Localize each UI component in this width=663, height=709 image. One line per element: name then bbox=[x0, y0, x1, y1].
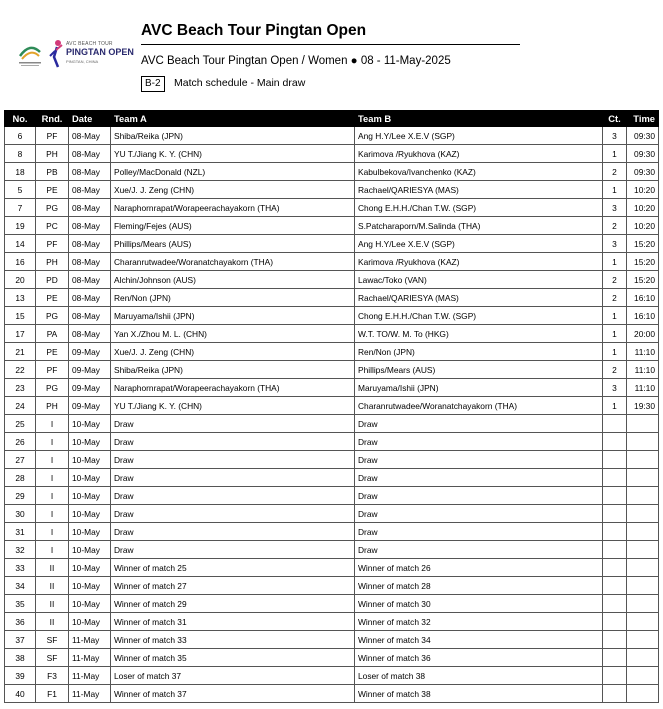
table-row bbox=[5, 361, 659, 379]
court-cell: 1 bbox=[603, 181, 627, 199]
team-a-cell: Winner of match 37 bbox=[111, 685, 355, 703]
team-a-cell: YU T./Jiang K. Y. (CHN) bbox=[111, 145, 355, 163]
court-cell bbox=[603, 631, 627, 649]
match-number-cell: 17 bbox=[5, 325, 36, 343]
match-number-cell: 37 bbox=[5, 631, 36, 649]
column-header-court: Ct. bbox=[603, 111, 627, 127]
match-number-cell: 5 bbox=[5, 181, 36, 199]
team-b-cell: Karimova /Ryukhova (KAZ) bbox=[355, 145, 603, 163]
team-b-cell: Winner of match 30 bbox=[355, 595, 603, 613]
table-row bbox=[5, 433, 659, 451]
round-cell: PF bbox=[36, 127, 69, 145]
match-date-cell: 08-May bbox=[69, 145, 111, 163]
match-time-cell: 19:30 bbox=[627, 397, 659, 415]
round-cell: PC bbox=[36, 217, 69, 235]
match-time-cell: 10:20 bbox=[627, 199, 659, 217]
team-b-cell: Draw bbox=[355, 523, 603, 541]
team-b-cell: Chong E.H.H./Chan T.W. (SGP) bbox=[355, 199, 603, 217]
title-divider bbox=[141, 44, 520, 45]
match-number-cell: 23 bbox=[5, 379, 36, 397]
table-row bbox=[5, 127, 659, 145]
match-date-cell: 10-May bbox=[69, 433, 111, 451]
match-date-cell: 10-May bbox=[69, 523, 111, 541]
table-row bbox=[5, 505, 659, 523]
round-cell: I bbox=[36, 541, 69, 559]
round-cell: SF bbox=[36, 649, 69, 667]
team-b-cell: Winner of match 34 bbox=[355, 631, 603, 649]
logo-location-text: PINGTAN, CHINA bbox=[66, 59, 99, 64]
court-cell bbox=[603, 685, 627, 703]
match-schedule-table bbox=[4, 110, 659, 703]
match-number-cell: 14 bbox=[5, 235, 36, 253]
table-row bbox=[5, 613, 659, 631]
round-cell: PA bbox=[36, 325, 69, 343]
match-date-cell: 08-May bbox=[69, 217, 111, 235]
event-logo bbox=[14, 38, 132, 70]
round-cell: I bbox=[36, 415, 69, 433]
team-a-cell: Draw bbox=[111, 469, 355, 487]
match-number-cell: 19 bbox=[5, 217, 36, 235]
table-row bbox=[5, 649, 659, 667]
table-row bbox=[5, 163, 659, 181]
match-date-cell: 08-May bbox=[69, 253, 111, 271]
team-b-cell: Winner of match 26 bbox=[355, 559, 603, 577]
document-header bbox=[0, 0, 663, 100]
match-date-cell: 09-May bbox=[69, 361, 111, 379]
team-b-cell: Maruyama/Ishii (JPN) bbox=[355, 379, 603, 397]
round-cell: PB bbox=[36, 163, 69, 181]
court-cell: 1 bbox=[603, 307, 627, 325]
table-row bbox=[5, 487, 659, 505]
table-row bbox=[5, 577, 659, 595]
court-cell bbox=[603, 469, 627, 487]
round-cell: PG bbox=[36, 199, 69, 217]
match-time-cell bbox=[627, 541, 659, 559]
match-number-cell: 8 bbox=[5, 145, 36, 163]
match-date-cell: 09-May bbox=[69, 343, 111, 361]
table-row bbox=[5, 325, 659, 343]
team-a-cell: Winner of match 25 bbox=[111, 559, 355, 577]
match-date-cell: 09-May bbox=[69, 379, 111, 397]
round-cell: PG bbox=[36, 307, 69, 325]
table-row bbox=[5, 307, 659, 325]
match-date-cell: 08-May bbox=[69, 289, 111, 307]
team-a-cell: Winner of match 33 bbox=[111, 631, 355, 649]
match-time-cell: 09:30 bbox=[627, 163, 659, 181]
table-row bbox=[5, 595, 659, 613]
team-b-cell: Draw bbox=[355, 469, 603, 487]
match-number-cell: 36 bbox=[5, 613, 36, 631]
match-time-cell bbox=[627, 667, 659, 685]
round-cell: PH bbox=[36, 253, 69, 271]
match-time-cell bbox=[627, 469, 659, 487]
court-cell: 1 bbox=[603, 145, 627, 163]
court-cell: 2 bbox=[603, 289, 627, 307]
team-a-cell: Winner of match 31 bbox=[111, 613, 355, 631]
match-number-cell: 38 bbox=[5, 649, 36, 667]
match-time-cell: 10:20 bbox=[627, 181, 659, 199]
match-number-cell: 15 bbox=[5, 307, 36, 325]
team-b-cell: Lawac/Toko (VAN) bbox=[355, 271, 603, 289]
team-b-cell: Winner of match 38 bbox=[355, 685, 603, 703]
table-row bbox=[5, 415, 659, 433]
round-cell: PH bbox=[36, 145, 69, 163]
round-cell: II bbox=[36, 559, 69, 577]
table-row bbox=[5, 469, 659, 487]
match-date-cell: 08-May bbox=[69, 271, 111, 289]
match-time-cell: 11:10 bbox=[627, 379, 659, 397]
match-time-cell bbox=[627, 451, 659, 469]
round-cell: PE bbox=[36, 289, 69, 307]
match-number-cell: 16 bbox=[5, 253, 36, 271]
team-a-cell: Draw bbox=[111, 433, 355, 451]
match-time-cell bbox=[627, 523, 659, 541]
match-date-cell: 11-May bbox=[69, 667, 111, 685]
team-b-cell: Kabulbekova/Ivanchenko (KAZ) bbox=[355, 163, 603, 181]
court-cell bbox=[603, 649, 627, 667]
match-date-cell: 10-May bbox=[69, 613, 111, 631]
team-a-cell: Draw bbox=[111, 415, 355, 433]
team-a-cell: Draw bbox=[111, 487, 355, 505]
table-row bbox=[5, 199, 659, 217]
court-cell bbox=[603, 523, 627, 541]
match-number-cell: 22 bbox=[5, 361, 36, 379]
match-date-cell: 11-May bbox=[69, 631, 111, 649]
team-b-cell: W.T. TO/W. M. To (HKG) bbox=[355, 325, 603, 343]
team-a-cell: Draw bbox=[111, 523, 355, 541]
page-title: AVC Beach Tour Pingtan Open bbox=[141, 22, 367, 39]
document-code: B-2 bbox=[141, 76, 165, 92]
round-cell: PG bbox=[36, 379, 69, 397]
court-cell bbox=[603, 487, 627, 505]
round-cell: F3 bbox=[36, 667, 69, 685]
match-number-cell: 31 bbox=[5, 523, 36, 541]
team-b-cell: Draw bbox=[355, 487, 603, 505]
team-b-cell: Karimova /Ryukhova (KAZ) bbox=[355, 253, 603, 271]
match-number-cell: 28 bbox=[5, 469, 36, 487]
team-b-cell: Ang H.Y/Lee X.E.V (SGP) bbox=[355, 127, 603, 145]
team-a-cell: Draw bbox=[111, 451, 355, 469]
match-number-cell: 33 bbox=[5, 559, 36, 577]
match-date-cell: 11-May bbox=[69, 685, 111, 703]
tour-logo bbox=[48, 38, 134, 70]
court-cell bbox=[603, 559, 627, 577]
round-cell: I bbox=[36, 433, 69, 451]
team-b-cell: Draw bbox=[355, 505, 603, 523]
match-time-cell bbox=[627, 559, 659, 577]
court-cell bbox=[603, 577, 627, 595]
column-header-round: Rnd. bbox=[36, 111, 69, 127]
match-time-cell bbox=[627, 415, 659, 433]
team-a-cell: Yan X./Zhou M. L. (CHN) bbox=[111, 325, 355, 343]
team-b-cell: Phillips/Mears (AUS) bbox=[355, 361, 603, 379]
court-cell: 3 bbox=[603, 379, 627, 397]
match-time-cell: 10:20 bbox=[627, 217, 659, 235]
table-row bbox=[5, 343, 659, 361]
table-row bbox=[5, 289, 659, 307]
match-time-cell bbox=[627, 649, 659, 667]
match-date-cell: 09-May bbox=[69, 397, 111, 415]
match-number-cell: 39 bbox=[5, 667, 36, 685]
match-number-cell: 7 bbox=[5, 199, 36, 217]
court-cell bbox=[603, 541, 627, 559]
team-a-cell: Phillips/Mears (AUS) bbox=[111, 235, 355, 253]
match-date-cell: 08-May bbox=[69, 199, 111, 217]
team-b-cell: Chong E.H.H./Chan T.W. (SGP) bbox=[355, 307, 603, 325]
team-a-cell: Winner of match 35 bbox=[111, 649, 355, 667]
table-row bbox=[5, 559, 659, 577]
match-date-cell: 11-May bbox=[69, 649, 111, 667]
team-b-cell: Winner of match 32 bbox=[355, 613, 603, 631]
court-cell bbox=[603, 451, 627, 469]
team-a-cell: Shiba/Reika (JPN) bbox=[111, 361, 355, 379]
court-cell bbox=[603, 505, 627, 523]
round-cell: I bbox=[36, 451, 69, 469]
round-cell: II bbox=[36, 595, 69, 613]
table-row bbox=[5, 451, 659, 469]
team-b-cell: Charanrutwadee/Woranatchayakorn (THA) bbox=[355, 397, 603, 415]
court-cell: 1 bbox=[603, 397, 627, 415]
team-a-cell: Loser of match 37 bbox=[111, 667, 355, 685]
team-b-cell: Draw bbox=[355, 451, 603, 469]
document-description: Match schedule - Main draw bbox=[174, 77, 306, 89]
round-cell: II bbox=[36, 577, 69, 595]
column-header-team-a: Team A bbox=[111, 111, 355, 127]
logo-event-text: PINGTAN OPEN bbox=[66, 47, 134, 57]
federation-emblem-icon bbox=[14, 38, 46, 70]
team-a-cell: Shiba/Reika (JPN) bbox=[111, 127, 355, 145]
column-header-date: Date bbox=[69, 111, 111, 127]
match-number-cell: 35 bbox=[5, 595, 36, 613]
round-cell: SF bbox=[36, 631, 69, 649]
match-date-cell: 10-May bbox=[69, 451, 111, 469]
team-b-cell: Winner of match 28 bbox=[355, 577, 603, 595]
match-time-cell: 16:10 bbox=[627, 307, 659, 325]
team-a-cell: Ren/Non (JPN) bbox=[111, 289, 355, 307]
team-b-cell: S.Patcharaporn/M.Salinda (THA) bbox=[355, 217, 603, 235]
court-cell: 2 bbox=[603, 217, 627, 235]
round-cell: PH bbox=[36, 397, 69, 415]
match-time-cell bbox=[627, 595, 659, 613]
match-time-cell bbox=[627, 685, 659, 703]
round-cell: PF bbox=[36, 235, 69, 253]
team-b-cell: Ang H.Y/Lee X.E.V (SGP) bbox=[355, 235, 603, 253]
match-time-cell: 20:00 bbox=[627, 325, 659, 343]
match-number-cell: 40 bbox=[5, 685, 36, 703]
table-row bbox=[5, 523, 659, 541]
match-date-cell: 10-May bbox=[69, 595, 111, 613]
page-subtitle: AVC Beach Tour Pingtan Open / Women ● 08 - 11-May-2025 bbox=[141, 55, 451, 67]
match-number-cell: 26 bbox=[5, 433, 36, 451]
match-date-cell: 08-May bbox=[69, 325, 111, 343]
round-cell: PE bbox=[36, 343, 69, 361]
court-cell bbox=[603, 613, 627, 631]
table-row bbox=[5, 271, 659, 289]
match-number-cell: 18 bbox=[5, 163, 36, 181]
team-a-cell: Naraphornrapat/Worapeerachayakorn (THA) bbox=[111, 199, 355, 217]
round-cell: II bbox=[36, 613, 69, 631]
team-a-cell: Maruyama/Ishii (JPN) bbox=[111, 307, 355, 325]
match-number-cell: 6 bbox=[5, 127, 36, 145]
court-cell: 1 bbox=[603, 343, 627, 361]
round-cell: I bbox=[36, 523, 69, 541]
court-cell: 3 bbox=[603, 199, 627, 217]
team-b-cell: Draw bbox=[355, 415, 603, 433]
table-header-row bbox=[5, 111, 659, 127]
column-header-no: No. bbox=[5, 111, 36, 127]
match-time-cell bbox=[627, 433, 659, 451]
round-cell: I bbox=[36, 487, 69, 505]
table-row bbox=[5, 631, 659, 649]
round-cell: I bbox=[36, 469, 69, 487]
match-number-cell: 25 bbox=[5, 415, 36, 433]
team-b-cell: Winner of match 36 bbox=[355, 649, 603, 667]
match-time-cell bbox=[627, 631, 659, 649]
table-row bbox=[5, 667, 659, 685]
match-time-cell: 09:30 bbox=[627, 145, 659, 163]
court-cell: 2 bbox=[603, 163, 627, 181]
table-row bbox=[5, 379, 659, 397]
court-cell: 3 bbox=[603, 127, 627, 145]
match-time-cell bbox=[627, 613, 659, 631]
column-header-team-b: Team B bbox=[355, 111, 603, 127]
match-date-cell: 08-May bbox=[69, 307, 111, 325]
match-date-cell: 10-May bbox=[69, 487, 111, 505]
table-row bbox=[5, 235, 659, 253]
court-cell: 2 bbox=[603, 271, 627, 289]
team-a-cell: Xue/J. J. Zeng (CHN) bbox=[111, 343, 355, 361]
court-cell: 1 bbox=[603, 325, 627, 343]
round-cell: PE bbox=[36, 181, 69, 199]
team-a-cell: Alchin/Johnson (AUS) bbox=[111, 271, 355, 289]
match-time-cell: 15:20 bbox=[627, 271, 659, 289]
match-time-cell: 16:10 bbox=[627, 289, 659, 307]
table-row bbox=[5, 685, 659, 703]
match-date-cell: 10-May bbox=[69, 505, 111, 523]
team-b-cell: Ren/Non (JPN) bbox=[355, 343, 603, 361]
team-a-cell: Draw bbox=[111, 541, 355, 559]
match-time-cell: 09:30 bbox=[627, 127, 659, 145]
match-date-cell: 10-May bbox=[69, 469, 111, 487]
team-a-cell: Charanrutwadee/Woranatchayakorn (THA) bbox=[111, 253, 355, 271]
team-b-cell: Draw bbox=[355, 541, 603, 559]
table-row bbox=[5, 145, 659, 163]
match-time-cell bbox=[627, 487, 659, 505]
table-row bbox=[5, 217, 659, 235]
round-cell: PD bbox=[36, 271, 69, 289]
court-cell bbox=[603, 415, 627, 433]
match-date-cell: 10-May bbox=[69, 541, 111, 559]
match-number-cell: 34 bbox=[5, 577, 36, 595]
match-time-cell: 15:20 bbox=[627, 253, 659, 271]
match-number-cell: 24 bbox=[5, 397, 36, 415]
round-cell: F1 bbox=[36, 685, 69, 703]
table-row bbox=[5, 397, 659, 415]
team-a-cell: Naraphornrapat/Worapeerachayakorn (THA) bbox=[111, 379, 355, 397]
court-cell: 3 bbox=[603, 235, 627, 253]
match-date-cell: 10-May bbox=[69, 577, 111, 595]
team-a-cell: Winner of match 29 bbox=[111, 595, 355, 613]
court-cell bbox=[603, 595, 627, 613]
team-b-cell: Loser of match 38 bbox=[355, 667, 603, 685]
court-cell bbox=[603, 667, 627, 685]
match-number-cell: 21 bbox=[5, 343, 36, 361]
column-header-time: Time bbox=[627, 111, 659, 127]
table-row bbox=[5, 541, 659, 559]
team-b-cell: Rachael/QARIESYA (MAS) bbox=[355, 289, 603, 307]
match-date-cell: 08-May bbox=[69, 235, 111, 253]
table-row bbox=[5, 253, 659, 271]
court-cell bbox=[603, 433, 627, 451]
match-date-cell: 08-May bbox=[69, 127, 111, 145]
table-row bbox=[5, 181, 659, 199]
match-time-cell bbox=[627, 577, 659, 595]
match-date-cell: 08-May bbox=[69, 181, 111, 199]
team-a-cell: Winner of match 27 bbox=[111, 577, 355, 595]
match-time-cell: 11:10 bbox=[627, 343, 659, 361]
round-cell: PF bbox=[36, 361, 69, 379]
match-time-cell: 15:20 bbox=[627, 235, 659, 253]
match-time-cell bbox=[627, 505, 659, 523]
team-a-cell: Xue/J. J. Zeng (CHN) bbox=[111, 181, 355, 199]
match-number-cell: 13 bbox=[5, 289, 36, 307]
match-number-cell: 20 bbox=[5, 271, 36, 289]
team-a-cell: Fleming/Fejes (AUS) bbox=[111, 217, 355, 235]
team-a-cell: YU T./Jiang K. Y. (CHN) bbox=[111, 397, 355, 415]
match-date-cell: 08-May bbox=[69, 163, 111, 181]
beach-volleyball-player-icon bbox=[48, 39, 64, 69]
team-a-cell: Draw bbox=[111, 505, 355, 523]
match-number-cell: 29 bbox=[5, 487, 36, 505]
court-cell: 1 bbox=[603, 253, 627, 271]
match-number-cell: 27 bbox=[5, 451, 36, 469]
match-number-cell: 30 bbox=[5, 505, 36, 523]
team-b-cell: Draw bbox=[355, 433, 603, 451]
match-number-cell: 32 bbox=[5, 541, 36, 559]
match-time-cell: 11:10 bbox=[627, 361, 659, 379]
round-cell: I bbox=[36, 505, 69, 523]
team-a-cell: Polley/MacDonald (NZL) bbox=[111, 163, 355, 181]
court-cell: 2 bbox=[603, 361, 627, 379]
match-date-cell: 10-May bbox=[69, 415, 111, 433]
match-date-cell: 10-May bbox=[69, 559, 111, 577]
team-b-cell: Rachael/QARIESYA (MAS) bbox=[355, 181, 603, 199]
logo-tour-text: AVC BEACH TOUR bbox=[66, 41, 113, 47]
